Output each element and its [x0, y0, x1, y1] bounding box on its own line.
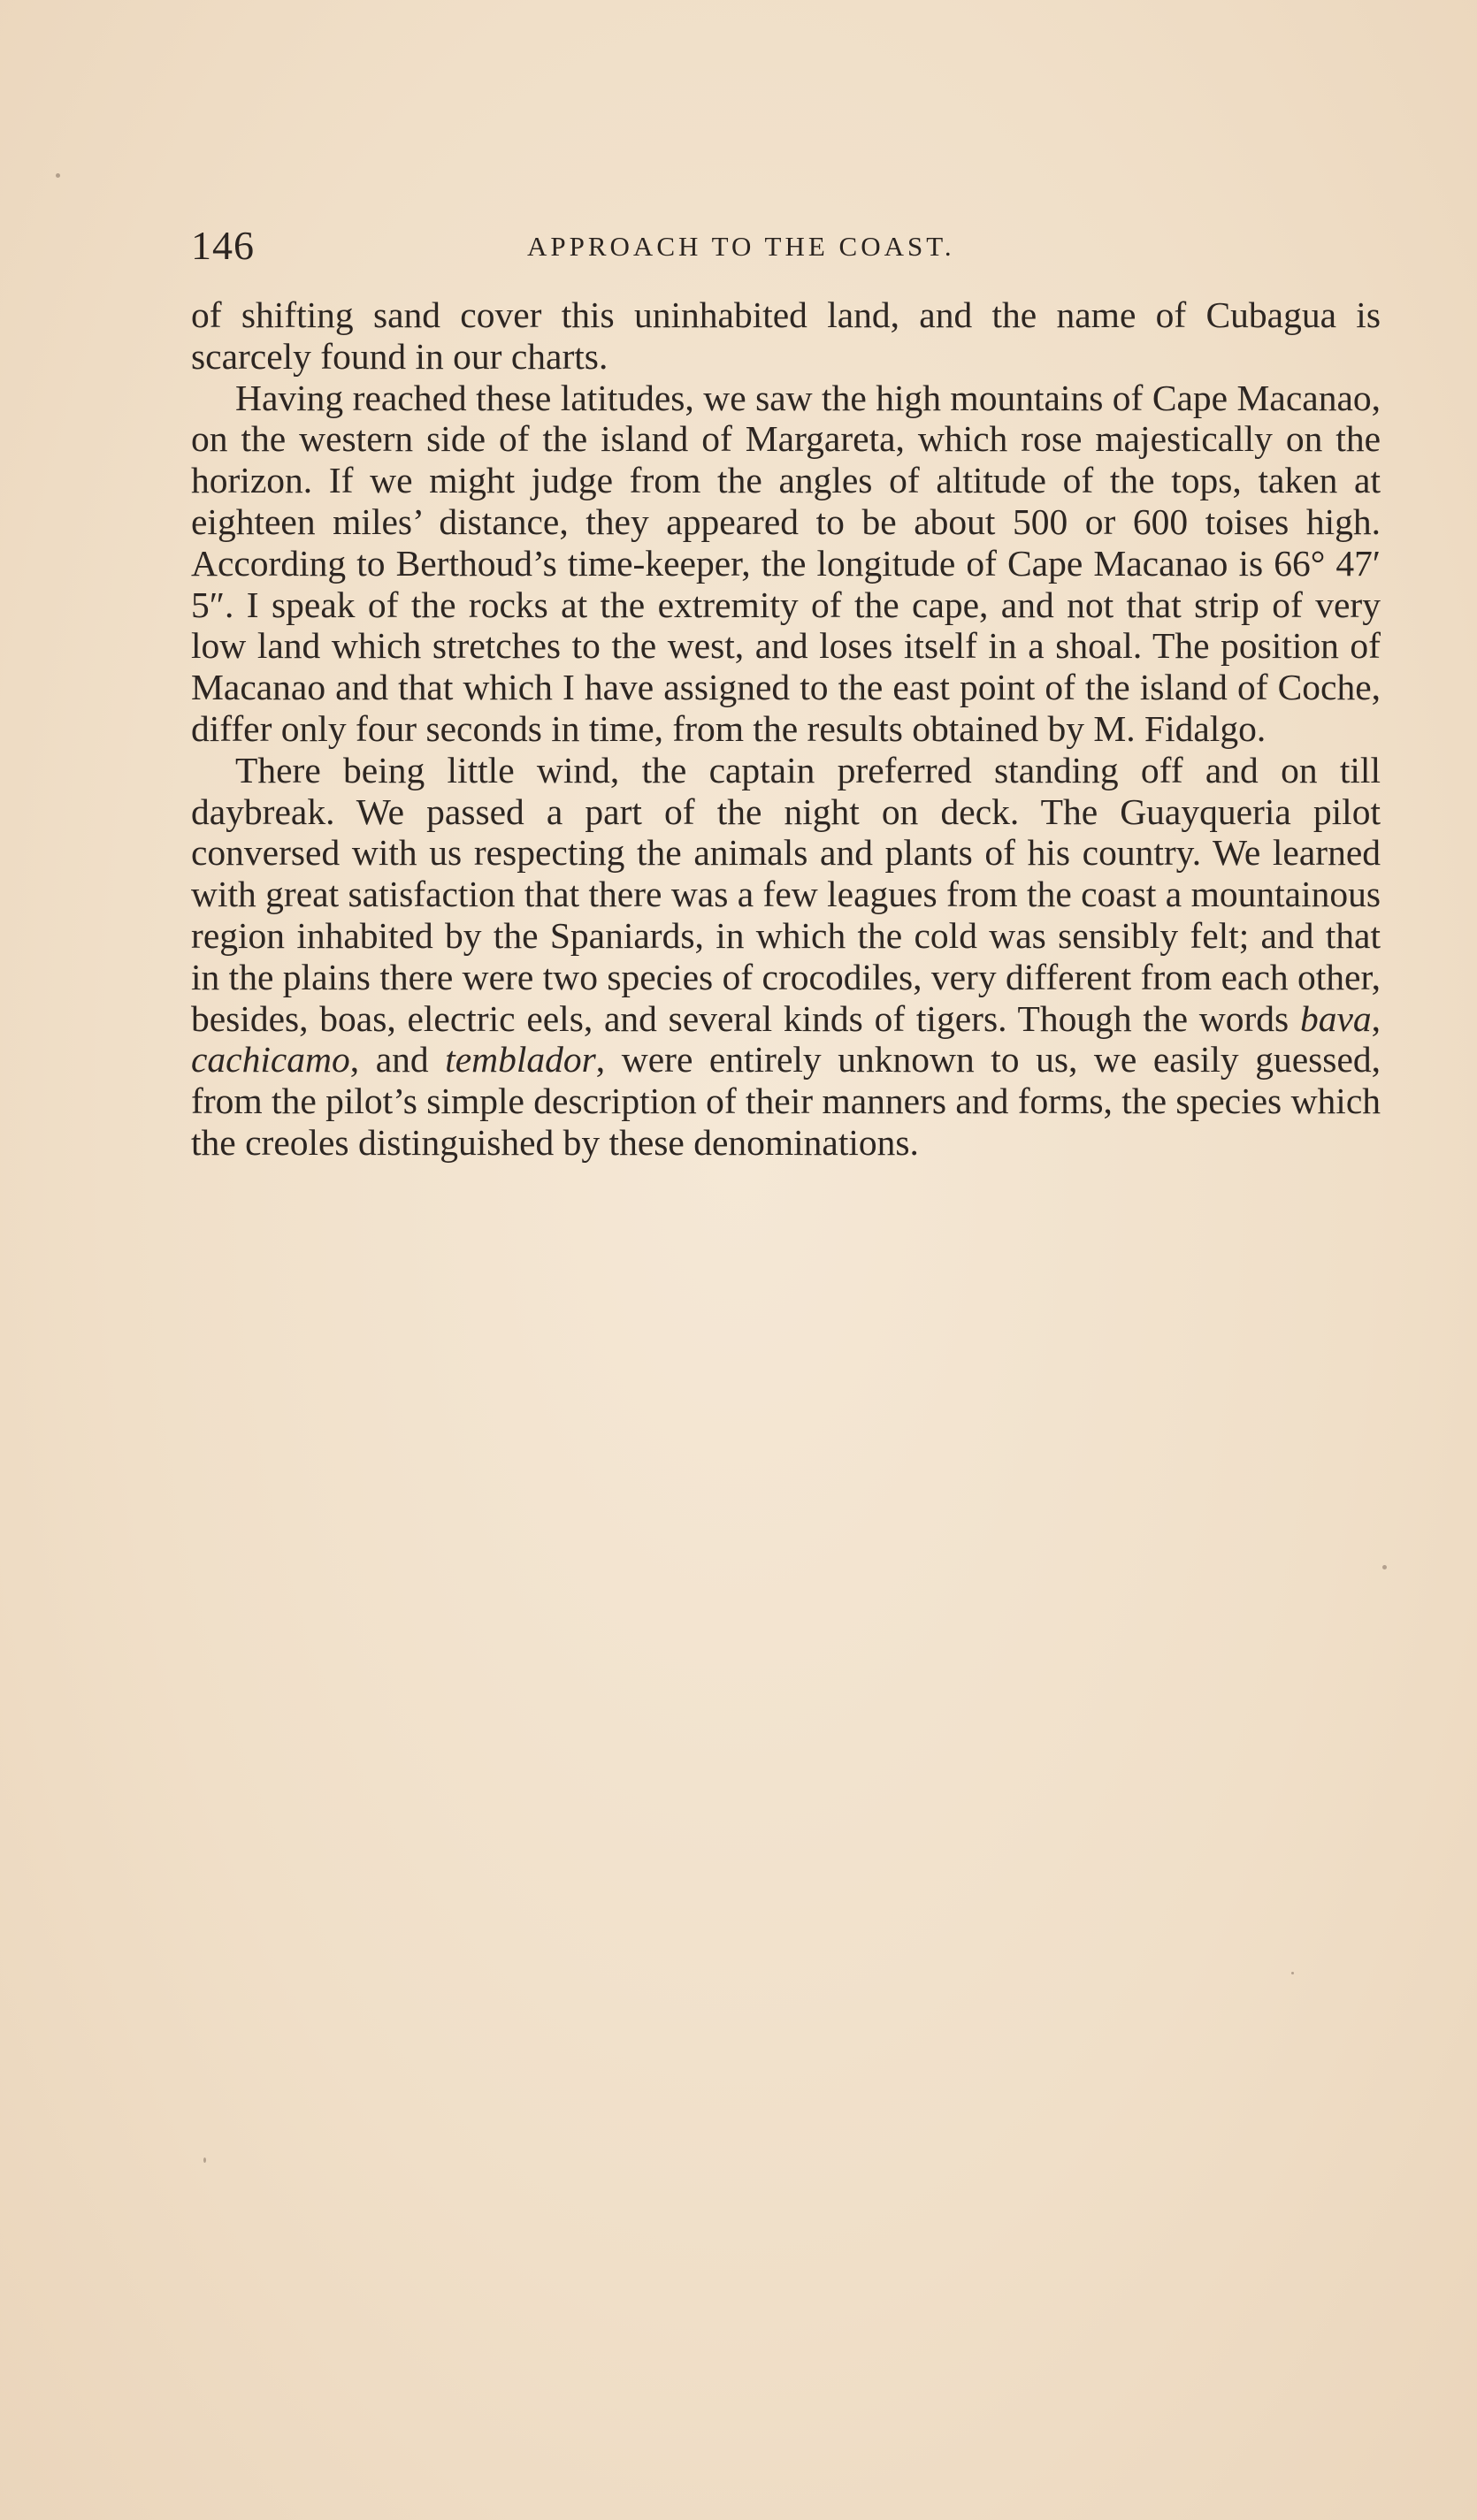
paragraph-text-part: , were entirely unknown to us, we easily guessed, from the pilot’s simple description of their manners and forms, the species which the creoles distinguished by these denominations.: [191, 1039, 1381, 1163]
paper-speck: [203, 2157, 206, 2163]
page-header: [191, 219, 1381, 272]
italic-term-cachicamo: cachicamo: [191, 1039, 350, 1081]
separator: , and: [349, 1039, 446, 1081]
paragraph-guayqueria-pilot: [191, 750, 1381, 1164]
paragraph-text-part: There being little wind, the captain preferred standing off and on till daybreak. We passed a part of the night on deck. The Guayqueria pilot conversed with us respecting the animals and plants of his country. We learned with great satisfaction that there was a few leagues from the coast a mountainous region inhabited by the Spaniards, in which the cold was sensibly felt; and that in the plains there were two species of crocodiles, very different from each other, besides, boas, electric eels, and several kinds of tigers. Though the words: [191, 749, 1381, 1039]
page-number: 146: [191, 223, 255, 268]
body-text: [191, 294, 1381, 1164]
running-head: APPROACH TO THE COAST.: [527, 231, 955, 262]
italic-term-temblador: temblador: [445, 1039, 596, 1081]
italic-term-bava: bava: [1299, 997, 1372, 1039]
paragraph-continued: of shifting sand cover this uninhabited land, and the name of Cubagua is scarcely found in our charts.: [191, 294, 1381, 377]
paper-speck: [1382, 1565, 1387, 1569]
paper-speck: [1291, 1972, 1294, 1974]
paragraph-cape-macanao: Having reached these latitudes, we saw the high mountains of Cape Macanao, on the western side of the island of Margareta, which rose majestically on the horizon. If we might judge from the angles of altitude of the tops, taken at eighteen miles’ distance, they appeared to be about 500 or 600 toises high. According to Berthoud’s time-keeper, the longitude of Cape Macanao is 66° 47′ 5″. I speak of the rocks at the extremity of the cape, and not that strip of very low land which stretches to the west, and loses itself in a shoal. The position of Macanao and that which I have assigned to the east point of the island of Coche, differ only four seconds in time, from the results obtained by M. Fidalgo.: [191, 377, 1381, 749]
separator: ,: [1371, 997, 1381, 1039]
paper-speck: [56, 173, 60, 178]
